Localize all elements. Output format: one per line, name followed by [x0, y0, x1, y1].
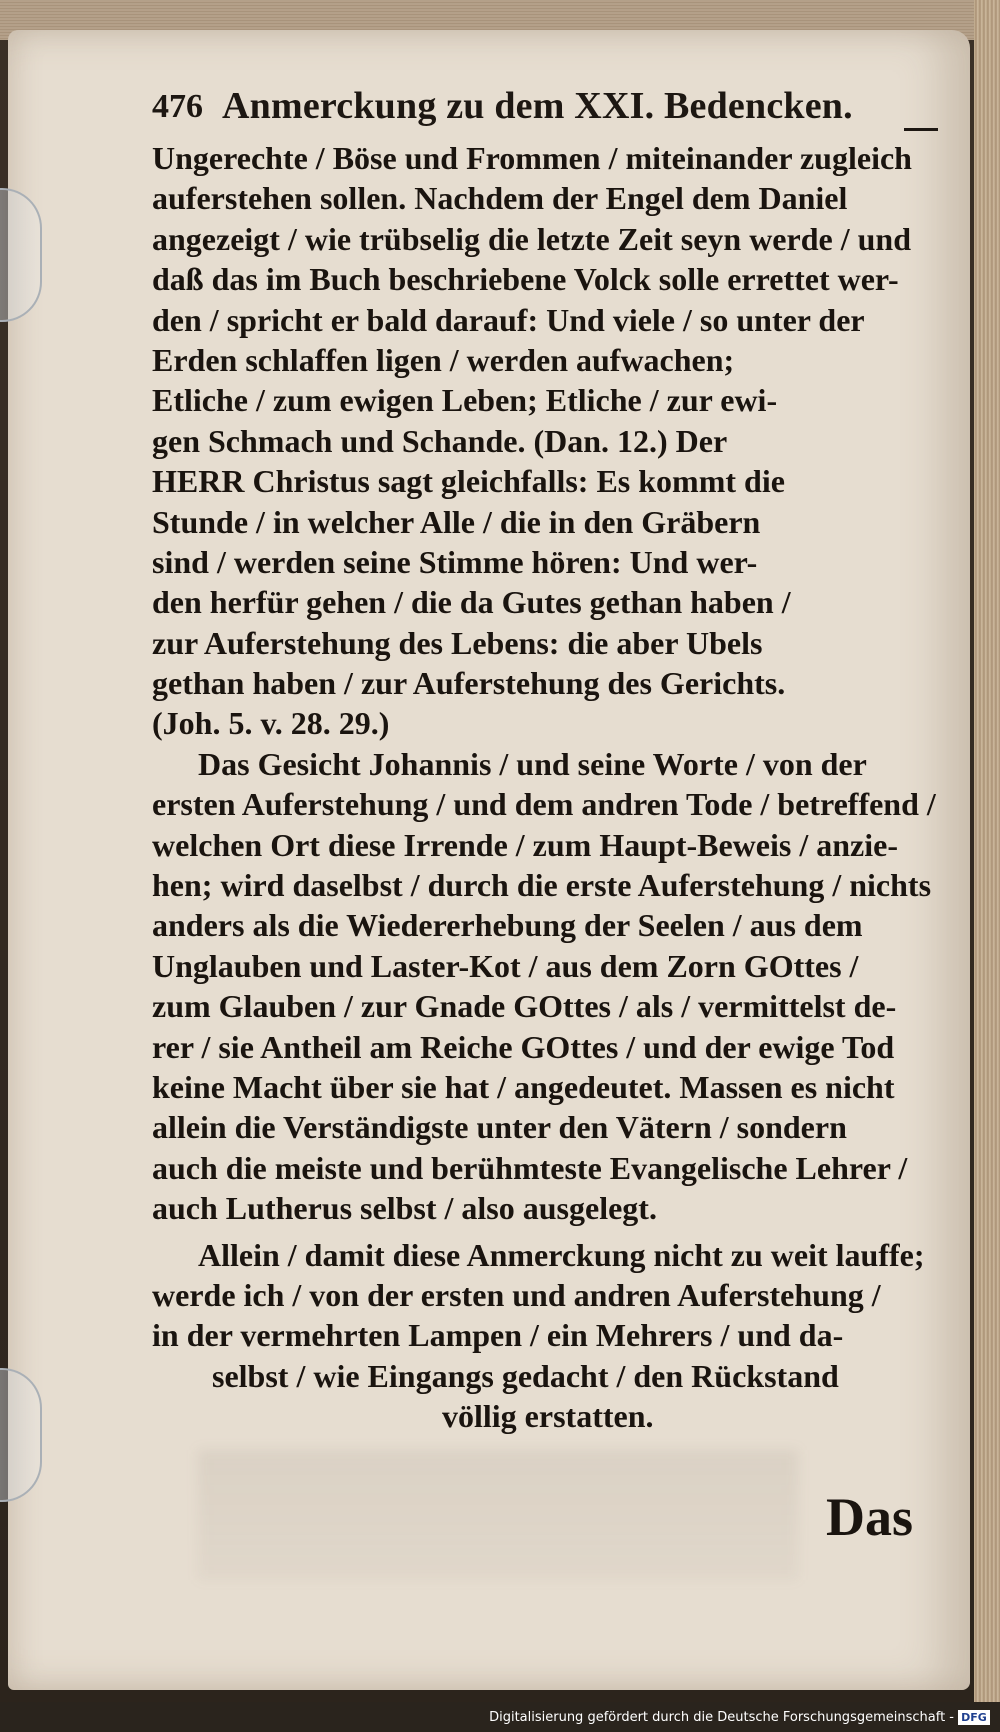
- text-line: gen Schmach und Schande. (Dan. 12.) Der: [152, 422, 728, 459]
- text-line: hen; wird daselbst / durch die erste Auferstehung / nichts: [152, 867, 932, 904]
- show-through-text: [198, 1450, 798, 1580]
- paragraph-first-line: Allein / damit diese Anmerckung nicht zu weit lauffe;: [198, 1236, 925, 1273]
- text-line: Etliche / zum ewigen Leben; Etliche / zur ewi-: [152, 382, 778, 419]
- text-line: anders als die Wiedererhebung der Seelen / aus dem: [152, 907, 863, 944]
- book-right-edge: [974, 0, 1000, 1732]
- text-line: daß das im Buch beschriebene Volck solle errettet wer-: [152, 261, 899, 298]
- text-line: (Joh. 5. v. 28. 29.): [152, 705, 390, 742]
- text-line: den / spricht er bald darauf: Und viele / so unter der: [152, 301, 865, 338]
- paragraph-first-line: Das Gesicht Johannis / und seine Worte / von der: [198, 745, 867, 782]
- text-line: auch die meiste und berühmteste Evangelische Lehrer /: [152, 1149, 908, 1186]
- text-line: angezeigt / wie trübselig die letzte Zeit seyn werde / und: [152, 220, 911, 257]
- text-line: Stunde / in welcher Alle / die in den Gräbern: [152, 503, 761, 540]
- text-line: den herfür gehen / die da Gutes gethan haben /: [152, 584, 791, 621]
- text-line: sind / werden seine Stimme hören: Und wer-: [152, 543, 758, 580]
- text-line: keine Macht über sie hat / angedeutet. Massen es nicht: [152, 1068, 895, 1105]
- text-line: HERR Christus sagt gleichfalls: Es kommt die: [152, 463, 785, 500]
- text-line: zur Auferstehung des Lebens: die aber Ubels: [152, 624, 763, 661]
- dfg-logo: DFG: [958, 1710, 990, 1725]
- page-number: 476: [152, 88, 203, 125]
- text-line: allein die Verständigste unter den Vätern / sondern: [152, 1109, 847, 1146]
- text-line: auferstehen sollen. Nachdem der Engel dem Daniel: [152, 180, 848, 217]
- text-line: rer / sie Antheil am Reiche GOttes / und der ewige Tod: [152, 1028, 895, 1065]
- text-line: gethan haben / zur Auferstehung des Gerichts.: [152, 665, 786, 702]
- catchword: Das: [826, 1487, 914, 1547]
- text-line: völlig erstatten.: [442, 1398, 654, 1435]
- header-rule: [904, 128, 938, 131]
- body-text: [152, 138, 942, 1437]
- text-line: in der vermehrten Lampen / ein Mehrers / und da-: [152, 1317, 844, 1354]
- text-line: werde ich / von der ersten und andren Auferstehung /: [152, 1276, 881, 1313]
- text-line: Erden schlaffen ligen / werden aufwachen;: [152, 341, 735, 378]
- text-line: auch Lutherus selbst / also ausgelegt.: [152, 1190, 657, 1227]
- text-line: Ungerechte / Böse und Frommen / miteinander zugleich: [152, 140, 912, 176]
- page-header: [152, 84, 930, 136]
- page-clip-upper: [0, 188, 42, 322]
- page-clip-lower: [0, 1368, 42, 1502]
- running-head: Anmerckung zu dem XXI. Bedencken.: [222, 85, 853, 127]
- text-line: selbst / wie Eingangs gedacht / den Rückstand: [212, 1357, 839, 1394]
- digitization-credit: Digitalisierung gefördert durch die Deutsche Forschungsgemeinschaft -: [489, 1710, 954, 1725]
- text-line: welchen Ort diese Irrende / zum Haupt-Beweis / anzie-: [152, 826, 898, 863]
- text-line: ersten Auferstehung / und dem andren Tode / betreffend /: [152, 786, 936, 823]
- text-line: Unglauben und Laster-Kot / aus dem Zorn GOttes /: [152, 947, 859, 984]
- text-line: zum Glauben / zur Gnade GOttes / als / vermittelst de-: [152, 988, 897, 1025]
